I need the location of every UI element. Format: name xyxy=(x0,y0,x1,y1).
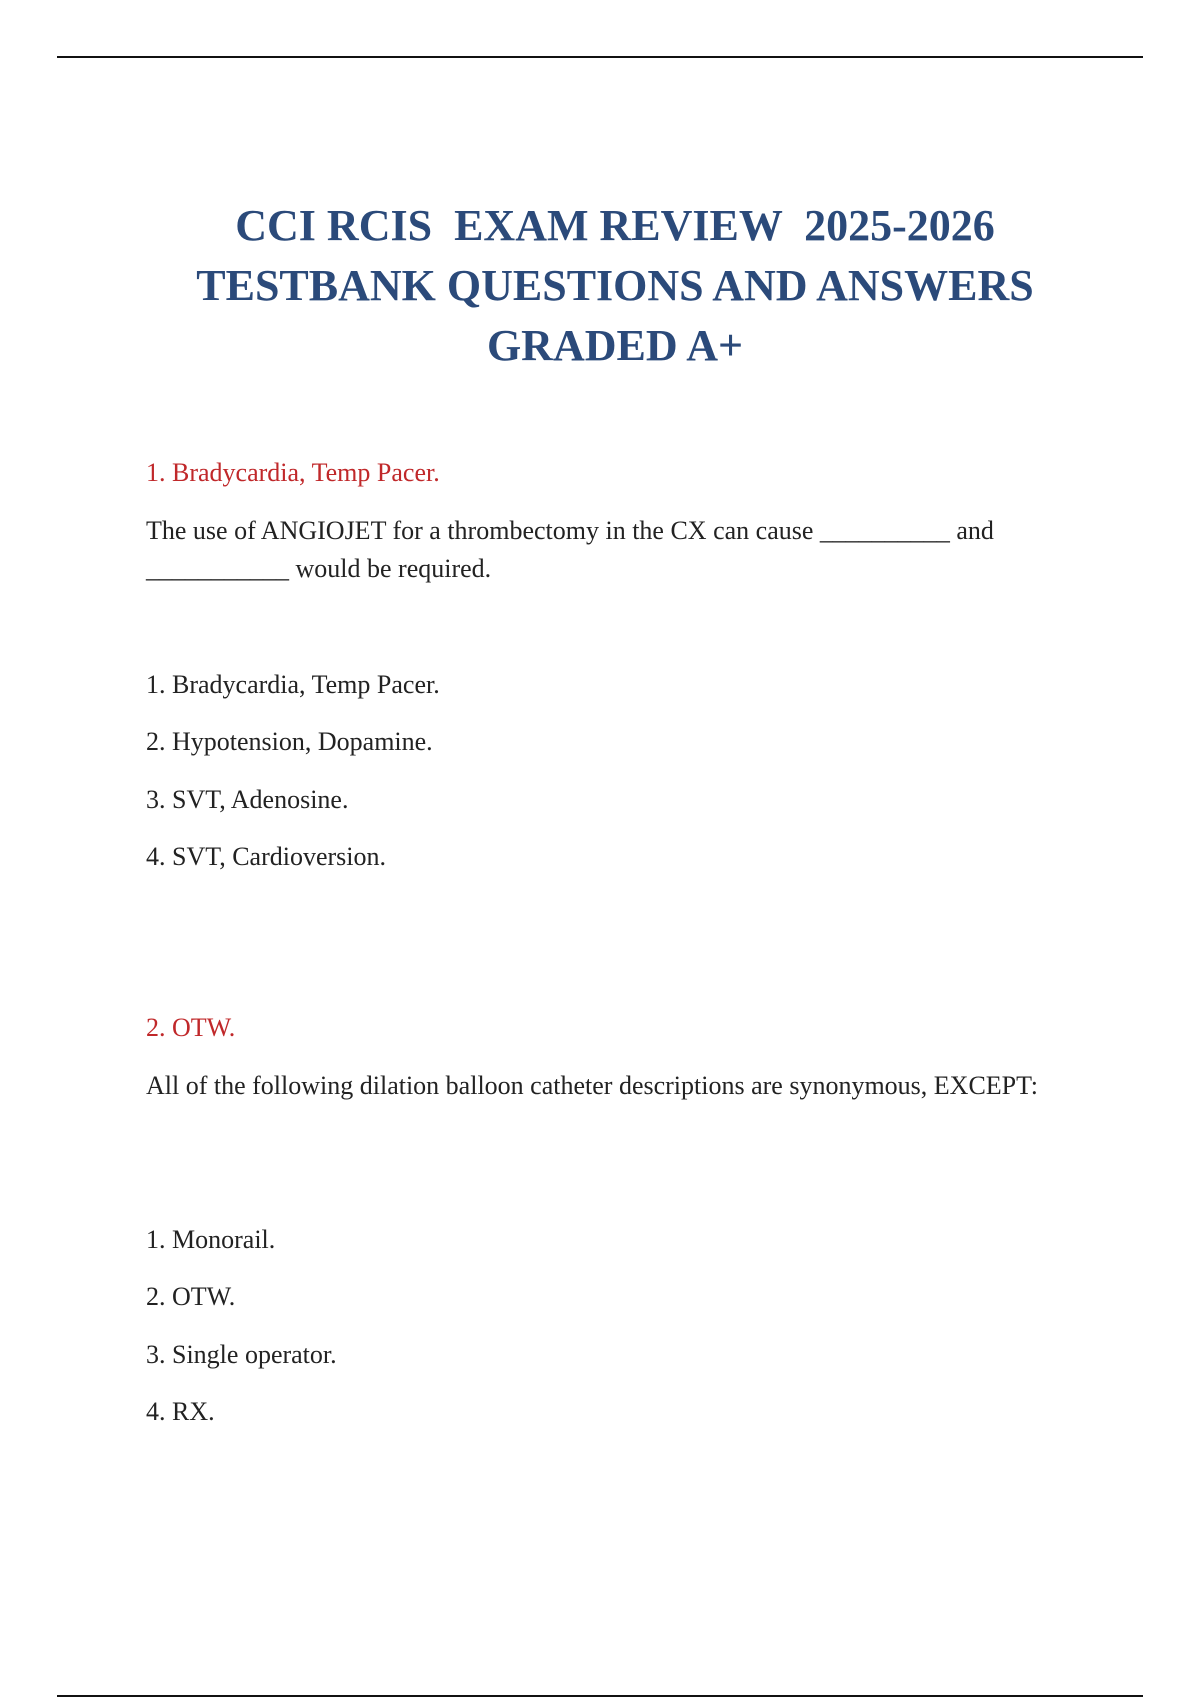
question-1-option-2: 2. Hypotension, Dopamine. xyxy=(146,727,433,756)
question-2-answer: 2. OTW. xyxy=(146,1013,236,1042)
question-2-option-3: 3. Single operator. xyxy=(146,1340,337,1369)
title-line-3: GRADED A+ xyxy=(486,321,744,370)
question-1-option-1: 1. Bradycardia, Temp Pacer. xyxy=(146,670,440,699)
question-2-option-2: 2. OTW. xyxy=(146,1282,236,1311)
bottom-rule xyxy=(57,1695,1143,1697)
question-2-option-1: 1. Monorail. xyxy=(146,1225,276,1254)
question-1-answer: 1. Bradycardia, Temp Pacer. xyxy=(146,458,440,487)
question-2-text: All of the following dilation balloon catheter descriptions are synonymous, EXCEPT: xyxy=(146,1071,1038,1100)
question-2-option-4: 4. RX. xyxy=(146,1397,215,1426)
title-line-1: CCI RCIS EXAM REVIEW 2025-2026 xyxy=(235,201,995,250)
question-1-option-3: 3. SVT, Adenosine. xyxy=(146,785,349,814)
question-1-text: The use of ANGIOJET for a thrombectomy in the CX can cause __________ and ___________ would be required. xyxy=(146,516,994,583)
title-line-2: TESTBANK QUESTIONS AND ANSWERS xyxy=(196,261,1034,310)
document-title xyxy=(0,196,1200,376)
question-1-option-4: 4. SVT, Cardioversion. xyxy=(146,842,386,871)
top-rule xyxy=(57,56,1143,58)
